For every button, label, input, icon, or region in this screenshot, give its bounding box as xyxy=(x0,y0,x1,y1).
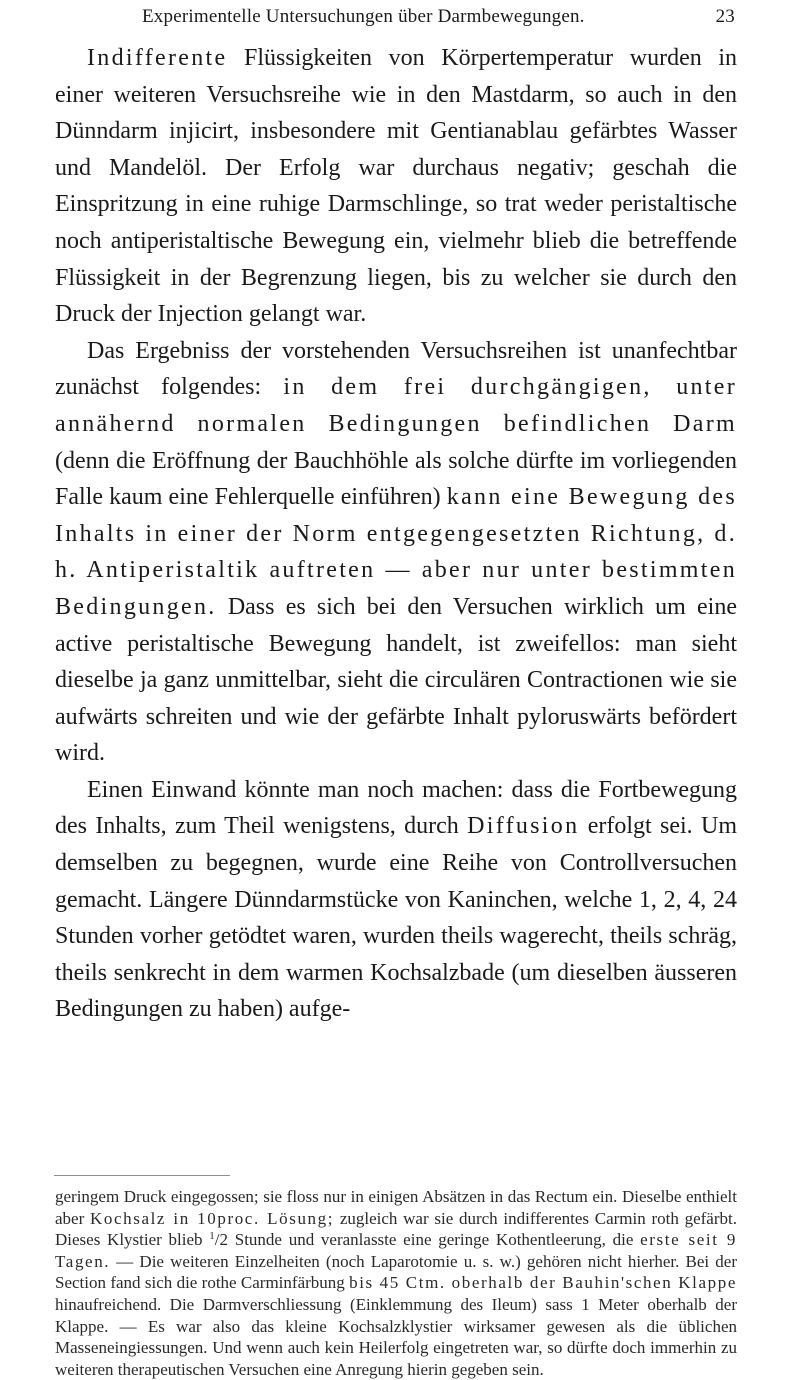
text-run: geringem Druck eingegossen; sie floss nur in einigen Absätzen in das Rectum ein. Dieselbe enthielt aber xyxy=(55,1187,737,1228)
paragraph-2 xyxy=(55,333,737,772)
emphasis-spaced: kann eine Bewegung des Inhalts in einer der Norm entgegengesetzten Richtung, d. h. Antiperistaltik auftreten — aber nur unter bestimmten Bedingungen. xyxy=(55,484,737,620)
emphasis-spaced: bis 45 Ctm. oberhalb der Bauhin'schen Klappe xyxy=(349,1273,737,1293)
paragraph-3 xyxy=(55,772,737,1028)
text-run: Dass es sich bei den Versuchen wirklich um eine active peristaltische Bewegung handelt, ist zweifellos: man sieht dieselbe ja ganz unmittelbar, sieht die circulären Contractionen wie sie aufwärts schreiten und wie der gefärbte Inhalt pyloruswärts befördert wird. xyxy=(55,593,737,767)
page-number: 23 xyxy=(715,6,735,27)
emphasis-spaced: erste seit 9 Tagen. xyxy=(55,1230,737,1271)
fraction-numerator: 1 xyxy=(209,1230,215,1243)
footnote xyxy=(55,1186,737,1380)
text-run: Das Ergebniss der vorstehenden Versuchsreihen ist unanfechtbar zunächst folgendes: xyxy=(55,337,737,401)
emphasis-spaced: Indifferente xyxy=(87,45,228,71)
text-run: hinaufreichend. Die Darmverschliessung (Einklemmung des Ileum) sass 1 Meter oberhalb der Klappe. — Es war also das kleine Kochsalzklystier wirksamer gewesen als die üblichen Masseneingiessungen. Und wenn auch kein Heilerfolg eingetreten war, so dürfte doch immerhin zu weiteren therapeutischen Versuchen eine Anregung hierin gegeben sein. xyxy=(55,1294,737,1379)
text-run: Stunde und veranlasste eine geringe Kothentleerung, die xyxy=(228,1230,641,1250)
text-run: Flüssigkeiten von Körpertemperatur wurden in einer weiteren Versuchsreihe wie in den Mastdarm, so auch in den Dünndarm injicirt, insbesondere mit Gentianablau gefärbtes Wasser und Mandelöl. Der Erfolg war durchaus negativ; geschah die Einspritzung in eine ruhige Darmschlinge, so trat weder peristaltische noch antiperistaltische Bewegung ein, vielmehr blieb die betreffende Flüssigkeit in der Begrenzung liegen, bis zu welcher sie durch den Druck der Injection gelangt war. xyxy=(55,45,737,328)
page-header xyxy=(70,2,735,32)
text-run: Einen Einwand könnte man noch machen: dass die Fortbewegung des Inhalts, zum Theil wenigstens, durch xyxy=(55,776,737,840)
emphasis-spaced: Kochsalz in 10proc. Lösung; xyxy=(90,1208,335,1228)
text-run: (denn die Eröffnung der Bauchhöhle als solche dürfte im vorliegenden Falle kaum eine Fehlerquelle einführen) xyxy=(55,447,737,511)
paragraph-1 xyxy=(55,40,737,333)
running-title: Experimentelle Untersuchungen über Darmbewegungen. xyxy=(142,6,585,27)
text-run: — Die weiteren Einzelheiten (noch Laparotomie u. s. w.) gehören nicht hierher. Bei der Section fand sich die rothe Carminfärbung xyxy=(55,1251,737,1293)
emphasis-spaced: Diffusion xyxy=(467,813,580,840)
emphasis-spaced: in dem frei durchgängigen, unter annähernd normalen Bedingungen befindlichen Darm xyxy=(55,374,738,437)
fraction-denominator: /2 xyxy=(214,1230,229,1250)
footnote-divider xyxy=(54,1175,230,1176)
text-run: zugleich war sie durch indifferentes Carmin roth gefärbt. Dieses Klystier blieb xyxy=(55,1208,737,1250)
main-text xyxy=(55,40,737,1028)
fraction xyxy=(209,1230,228,1249)
text-run: erfolgt sei. Um demselben zu begegnen, wurde eine Reihe von Controllversuchen gemacht. Längere Dünndarmstücke von Kaninchen, welche 1, 2, 4, 24 Stunden vorher getödtet waren, wurden theils wagerecht, theils schräg, theils senkrecht in dem warmen Kochsalzbade (um dieselben äusseren Bedingungen zu haben) aufge- xyxy=(55,813,737,1023)
